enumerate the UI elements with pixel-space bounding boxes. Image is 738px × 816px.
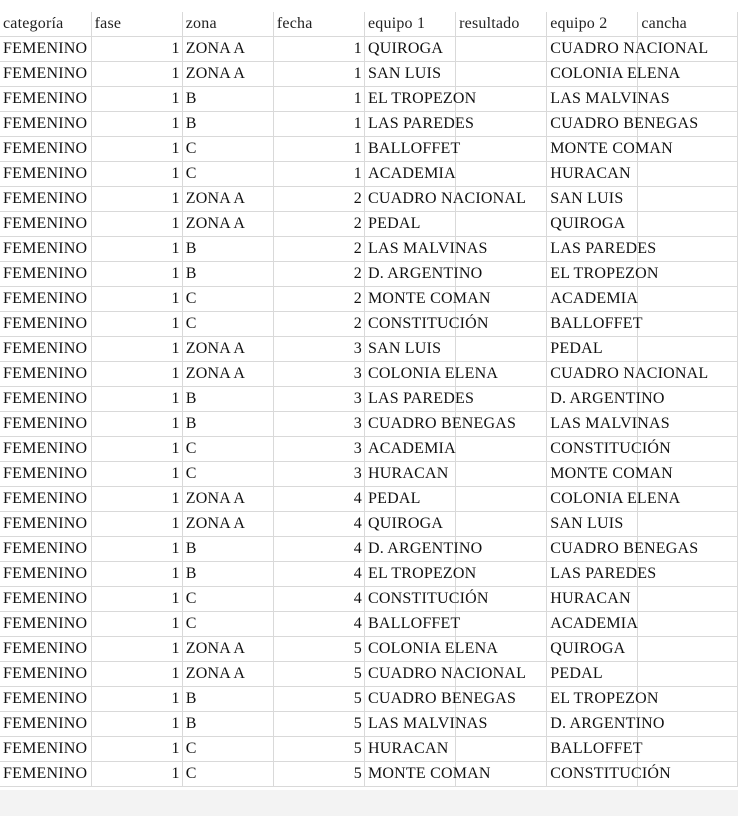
cell-cancha[interactable] — [638, 737, 738, 762]
header-zona: zona — [182, 12, 273, 37]
cell-fase[interactable]: 1 — [91, 362, 182, 387]
cell-categoria[interactable]: FEMENINO — [0, 187, 91, 212]
cell-fase[interactable]: 1 — [91, 637, 182, 662]
cell-fase[interactable]: 1 — [91, 337, 182, 362]
cell-zona[interactable]: B — [182, 262, 273, 287]
table-row — [0, 112, 738, 137]
cell-categoria[interactable]: FEMENINO — [0, 112, 91, 137]
cell-fecha[interactable]: 3 — [273, 337, 364, 362]
cell-categoria[interactable]: FEMENINO — [0, 37, 91, 62]
table-row — [0, 87, 738, 112]
table-row — [0, 337, 738, 362]
cell-fase[interactable]: 1 — [91, 212, 182, 237]
table-body — [0, 37, 738, 787]
cell-resultado[interactable] — [456, 137, 547, 162]
cell-categoria[interactable]: FEMENINO — [0, 712, 91, 737]
header-equipo-2: equipo 2 — [547, 12, 638, 37]
cell-zona[interactable]: B — [182, 412, 273, 437]
cell-equipo-2[interactable]: QUIROGA — [547, 212, 638, 237]
cell-fase[interactable]: 1 — [91, 37, 182, 62]
cell-fecha[interactable]: 5 — [273, 687, 364, 712]
cell-zona[interactable]: ZONA A — [182, 662, 273, 687]
cell-zona[interactable]: ZONA A — [182, 187, 273, 212]
cell-equipo-1[interactable]: LAS MALVINAS — [365, 712, 456, 737]
cell-zona[interactable]: B — [182, 237, 273, 262]
cell-zona[interactable]: C — [182, 162, 273, 187]
cell-zona[interactable]: C — [182, 737, 273, 762]
cell-equipo-2[interactable]: COLONIA ELENA — [547, 487, 638, 512]
cell-zona[interactable]: C — [182, 612, 273, 637]
header-row — [0, 12, 738, 37]
cell-categoria[interactable]: FEMENINO — [0, 237, 91, 262]
header-fecha: fecha — [273, 12, 364, 37]
cell-equipo-2[interactable]: PEDAL — [547, 662, 638, 687]
cell-fecha[interactable]: 2 — [273, 187, 364, 212]
cell-equipo-1[interactable]: COLONIA ELENA — [365, 362, 456, 387]
cell-equipo-2[interactable]: COLONIA ELENA — [547, 62, 638, 87]
cell-categoria[interactable]: FEMENINO — [0, 587, 91, 612]
cell-categoria[interactable]: FEMENINO — [0, 212, 91, 237]
cell-fase[interactable]: 1 — [91, 712, 182, 737]
table-row — [0, 137, 738, 162]
cell-equipo-2[interactable]: EL TROPEZON — [547, 262, 638, 287]
cell-fecha[interactable]: 5 — [273, 637, 364, 662]
cell-equipo-1[interactable]: HURACAN — [365, 462, 456, 487]
cell-equipo-2[interactable]: LAS PAREDES — [547, 237, 638, 262]
cell-categoria[interactable]: FEMENINO — [0, 687, 91, 712]
cell-equipo-1[interactable]: PEDAL — [365, 487, 456, 512]
cell-fase[interactable]: 1 — [91, 662, 182, 687]
cell-fecha[interactable]: 5 — [273, 737, 364, 762]
table-row — [0, 387, 738, 412]
cell-categoria[interactable]: FEMENINO — [0, 762, 91, 787]
cell-zona[interactable]: ZONA A — [182, 212, 273, 237]
table-row — [0, 637, 738, 662]
cell-zona[interactable]: C — [182, 462, 273, 487]
cell-categoria[interactable]: FEMENINO — [0, 487, 91, 512]
cell-zona[interactable]: ZONA A — [182, 362, 273, 387]
table-row — [0, 162, 738, 187]
cell-fase[interactable]: 1 — [91, 187, 182, 212]
cell-categoria[interactable]: FEMENINO — [0, 262, 91, 287]
cell-resultado[interactable] — [456, 37, 547, 62]
cell-equipo-1[interactable]: QUIROGA — [365, 512, 456, 537]
table-row — [0, 412, 738, 437]
table-row — [0, 62, 738, 87]
cell-zona[interactable]: ZONA A — [182, 37, 273, 62]
cell-resultado[interactable] — [456, 337, 547, 362]
cell-categoria[interactable]: FEMENINO — [0, 662, 91, 687]
cell-resultado[interactable] — [456, 512, 547, 537]
cell-equipo-2[interactable]: SAN LUIS — [547, 512, 638, 537]
cell-fecha[interactable]: 3 — [273, 412, 364, 437]
cell-fecha[interactable]: 3 — [273, 462, 364, 487]
cell-equipo-2[interactable]: MONTE COMAN — [547, 462, 638, 487]
cell-zona[interactable]: B — [182, 562, 273, 587]
cell-fecha[interactable]: 4 — [273, 512, 364, 537]
cell-zona[interactable]: C — [182, 587, 273, 612]
table-row — [0, 737, 738, 762]
cell-equipo-1[interactable]: COLONIA ELENA — [365, 637, 456, 662]
table-row — [0, 512, 738, 537]
table-row — [0, 587, 738, 612]
cell-fecha[interactable]: 1 — [273, 137, 364, 162]
cell-equipo-1[interactable]: MONTE COMAN — [365, 762, 456, 787]
cell-equipo-1[interactable]: SAN LUIS — [365, 62, 456, 87]
table-row — [0, 562, 738, 587]
cell-resultado[interactable] — [456, 437, 547, 462]
cell-equipo-1[interactable]: HURACAN — [365, 737, 456, 762]
cell-resultado[interactable] — [456, 462, 547, 487]
cell-zona[interactable]: B — [182, 687, 273, 712]
header-cancha: cancha — [638, 12, 738, 37]
cell-fase[interactable]: 1 — [91, 87, 182, 112]
cell-fecha[interactable]: 3 — [273, 437, 364, 462]
cell-fecha[interactable]: 4 — [273, 537, 364, 562]
cell-equipo-2[interactable]: D. ARGENTINO — [547, 712, 638, 737]
cell-cancha[interactable] — [638, 312, 738, 337]
cell-categoria[interactable]: FEMENINO — [0, 162, 91, 187]
cell-fase[interactable]: 1 — [91, 587, 182, 612]
cell-zona[interactable]: ZONA A — [182, 637, 273, 662]
cell-fase[interactable]: 1 — [91, 462, 182, 487]
cell-zona[interactable]: C — [182, 437, 273, 462]
cell-cancha[interactable] — [638, 512, 738, 537]
cell-cancha[interactable] — [638, 637, 738, 662]
cell-equipo-2[interactable]: MONTE COMAN — [547, 137, 638, 162]
table-row — [0, 462, 738, 487]
cell-zona[interactable]: C — [182, 137, 273, 162]
cell-equipo-1[interactable]: ACADEMIA — [365, 437, 456, 462]
cell-cancha[interactable] — [638, 612, 738, 637]
cell-equipo-1[interactable]: CUADRO NACIONAL — [365, 187, 456, 212]
cell-fase[interactable]: 1 — [91, 687, 182, 712]
cell-fase[interactable]: 1 — [91, 612, 182, 637]
cell-equipo-2[interactable]: BALLOFFET — [547, 737, 638, 762]
cell-equipo-2[interactable]: CUADRO NACIONAL — [547, 37, 638, 62]
table-row — [0, 212, 738, 237]
cell-fase[interactable]: 1 — [91, 437, 182, 462]
cell-zona[interactable]: B — [182, 87, 273, 112]
cell-equipo-1[interactable]: CUADRO BENEGAS — [365, 412, 456, 437]
cell-resultado[interactable] — [456, 62, 547, 87]
cell-equipo-1[interactable]: CONSTITUCIÓN — [365, 587, 456, 612]
cell-fase[interactable]: 1 — [91, 262, 182, 287]
cell-equipo-1[interactable]: MONTE COMAN — [365, 287, 456, 312]
cell-fecha[interactable]: 1 — [273, 37, 364, 62]
table-row — [0, 612, 738, 637]
cell-resultado[interactable] — [456, 487, 547, 512]
cell-fecha[interactable]: 3 — [273, 387, 364, 412]
cell-zona[interactable]: B — [182, 387, 273, 412]
cell-fase[interactable]: 1 — [91, 537, 182, 562]
cell-fecha[interactable]: 2 — [273, 212, 364, 237]
cell-equipo-1[interactable]: ACADEMIA — [365, 162, 456, 187]
cell-equipo-1[interactable]: EL TROPEZON — [365, 562, 456, 587]
cell-fecha[interactable]: 2 — [273, 287, 364, 312]
cell-fecha[interactable]: 4 — [273, 612, 364, 637]
cell-fecha[interactable]: 5 — [273, 662, 364, 687]
cell-equipo-2[interactable]: CUADRO BENEGAS — [547, 537, 638, 562]
cell-categoria[interactable]: FEMENINO — [0, 637, 91, 662]
cell-zona[interactable]: C — [182, 762, 273, 787]
table-row — [0, 712, 738, 737]
cell-categoria[interactable]: FEMENINO — [0, 462, 91, 487]
cell-categoria[interactable]: FEMENINO — [0, 62, 91, 87]
cell-equipo-2[interactable]: EL TROPEZON — [547, 687, 638, 712]
cell-zona[interactable]: B — [182, 537, 273, 562]
cell-fecha[interactable]: 5 — [273, 762, 364, 787]
cell-equipo-2[interactable]: HURACAN — [547, 162, 638, 187]
cell-fase[interactable]: 1 — [91, 112, 182, 137]
cell-categoria[interactable]: FEMENINO — [0, 312, 91, 337]
cell-fecha[interactable]: 2 — [273, 237, 364, 262]
cell-cancha[interactable] — [638, 162, 738, 187]
cell-equipo-2[interactable]: CONSTITUCIÓN — [547, 437, 638, 462]
cell-cancha[interactable] — [638, 337, 738, 362]
table-row — [0, 537, 738, 562]
cell-categoria[interactable]: FEMENINO — [0, 412, 91, 437]
cell-categoria[interactable]: FEMENINO — [0, 337, 91, 362]
cell-equipo-2[interactable]: LAS MALVINAS — [547, 412, 638, 437]
cell-fase[interactable]: 1 — [91, 162, 182, 187]
cell-zona[interactable]: ZONA A — [182, 62, 273, 87]
table-row — [0, 687, 738, 712]
cell-resultado[interactable] — [456, 737, 547, 762]
cell-equipo-2[interactable]: QUIROGA — [547, 637, 638, 662]
cell-fecha[interactable]: 3 — [273, 362, 364, 387]
cell-categoria[interactable]: FEMENINO — [0, 387, 91, 412]
cell-equipo-1[interactable]: CONSTITUCIÓN — [365, 312, 456, 337]
cell-zona[interactable]: B — [182, 712, 273, 737]
cell-fase[interactable]: 1 — [91, 137, 182, 162]
cell-resultado[interactable] — [456, 612, 547, 637]
cell-categoria[interactable]: FEMENINO — [0, 562, 91, 587]
cell-fase[interactable]: 1 — [91, 487, 182, 512]
cell-equipo-1[interactable]: SAN LUIS — [365, 337, 456, 362]
cell-fase[interactable]: 1 — [91, 387, 182, 412]
cell-fecha[interactable]: 2 — [273, 262, 364, 287]
cell-fecha[interactable]: 2 — [273, 312, 364, 337]
cell-equipo-1[interactable]: D. ARGENTINO — [365, 537, 456, 562]
cell-fase[interactable]: 1 — [91, 287, 182, 312]
table-row — [0, 237, 738, 262]
cell-zona[interactable]: ZONA A — [182, 337, 273, 362]
cell-fase[interactable]: 1 — [91, 312, 182, 337]
cell-fecha[interactable]: 1 — [273, 62, 364, 87]
cell-categoria[interactable]: FEMENINO — [0, 512, 91, 537]
cell-equipo-1[interactable]: CUADRO NACIONAL — [365, 662, 456, 687]
cell-cancha[interactable] — [638, 212, 738, 237]
cell-equipo-1[interactable]: PEDAL — [365, 212, 456, 237]
cell-equipo-2[interactable]: HURACAN — [547, 587, 638, 612]
cell-equipo-2[interactable]: ACADEMIA — [547, 287, 638, 312]
table-row — [0, 362, 738, 387]
cell-fase[interactable]: 1 — [91, 237, 182, 262]
cell-categoria[interactable]: FEMENINO — [0, 87, 91, 112]
cell-fase[interactable]: 1 — [91, 412, 182, 437]
cell-fecha[interactable]: 4 — [273, 487, 364, 512]
cell-equipo-2[interactable]: LAS PAREDES — [547, 562, 638, 587]
table-row — [0, 262, 738, 287]
cell-equipo-1[interactable]: QUIROGA — [365, 37, 456, 62]
cell-zona[interactable]: C — [182, 287, 273, 312]
cell-fecha[interactable]: 5 — [273, 712, 364, 737]
cell-fase[interactable]: 1 — [91, 762, 182, 787]
cell-fecha[interactable]: 4 — [273, 587, 364, 612]
cell-fase[interactable]: 1 — [91, 62, 182, 87]
table-row — [0, 437, 738, 462]
cell-fecha[interactable]: 1 — [273, 162, 364, 187]
cell-equipo-1[interactable]: LAS PAREDES — [365, 387, 456, 412]
cell-fecha[interactable]: 1 — [273, 112, 364, 137]
cell-equipo-1[interactable]: D. ARGENTINO — [365, 262, 456, 287]
cell-equipo-1[interactable]: BALLOFFET — [365, 137, 456, 162]
table-row — [0, 762, 738, 787]
cell-equipo-1[interactable]: BALLOFFET — [365, 612, 456, 637]
cell-equipo-2[interactable]: CUADRO BENEGAS — [547, 112, 638, 137]
cell-categoria[interactable]: FEMENINO — [0, 537, 91, 562]
cell-zona[interactable]: ZONA A — [182, 487, 273, 512]
cell-fase[interactable]: 1 — [91, 512, 182, 537]
header-equipo-1: equipo 1 — [365, 12, 456, 37]
cell-fase[interactable]: 1 — [91, 737, 182, 762]
cell-zona[interactable]: C — [182, 312, 273, 337]
cell-resultado[interactable] — [456, 162, 547, 187]
cell-categoria[interactable]: FEMENINO — [0, 612, 91, 637]
cell-fecha[interactable]: 4 — [273, 562, 364, 587]
cell-equipo-2[interactable]: PEDAL — [547, 337, 638, 362]
cell-cancha[interactable] — [638, 662, 738, 687]
cell-zona[interactable]: ZONA A — [182, 512, 273, 537]
cell-equipo-2[interactable]: CUADRO NACIONAL — [547, 362, 638, 387]
cell-equipo-2[interactable]: CONSTITUCIÓN — [547, 762, 638, 787]
table-row — [0, 287, 738, 312]
table-row — [0, 312, 738, 337]
cell-fecha[interactable]: 1 — [273, 87, 364, 112]
cell-categoria[interactable]: FEMENINO — [0, 362, 91, 387]
cell-categoria[interactable]: FEMENINO — [0, 287, 91, 312]
fixture-table — [0, 12, 738, 787]
cell-zona[interactable]: B — [182, 112, 273, 137]
sheet-bottom-margin — [0, 790, 738, 816]
cell-equipo-2[interactable]: BALLOFFET — [547, 312, 638, 337]
cell-equipo-2[interactable]: SAN LUIS — [547, 187, 638, 212]
header-fase: fase — [91, 12, 182, 37]
table-row — [0, 487, 738, 512]
table-row — [0, 662, 738, 687]
cell-equipo-1[interactable]: LAS PAREDES — [365, 112, 456, 137]
header-resultado: resultado — [456, 12, 547, 37]
cell-equipo-1[interactable]: LAS MALVINAS — [365, 237, 456, 262]
cell-fase[interactable]: 1 — [91, 562, 182, 587]
header-categoria: categoría — [0, 12, 91, 37]
cell-equipo-2[interactable]: LAS MALVINAS — [547, 87, 638, 112]
cell-equipo-2[interactable]: D. ARGENTINO — [547, 387, 638, 412]
cell-cancha[interactable] — [638, 287, 738, 312]
cell-categoria[interactable]: FEMENINO — [0, 737, 91, 762]
cell-equipo-1[interactable]: EL TROPEZON — [365, 87, 456, 112]
table-row — [0, 37, 738, 62]
cell-categoria[interactable]: FEMENINO — [0, 137, 91, 162]
cell-cancha[interactable] — [638, 587, 738, 612]
cell-cancha[interactable] — [638, 187, 738, 212]
cell-categoria[interactable]: FEMENINO — [0, 437, 91, 462]
cell-equipo-1[interactable]: CUADRO BENEGAS — [365, 687, 456, 712]
cell-resultado[interactable] — [456, 212, 547, 237]
cell-equipo-2[interactable]: ACADEMIA — [547, 612, 638, 637]
table-row — [0, 187, 738, 212]
